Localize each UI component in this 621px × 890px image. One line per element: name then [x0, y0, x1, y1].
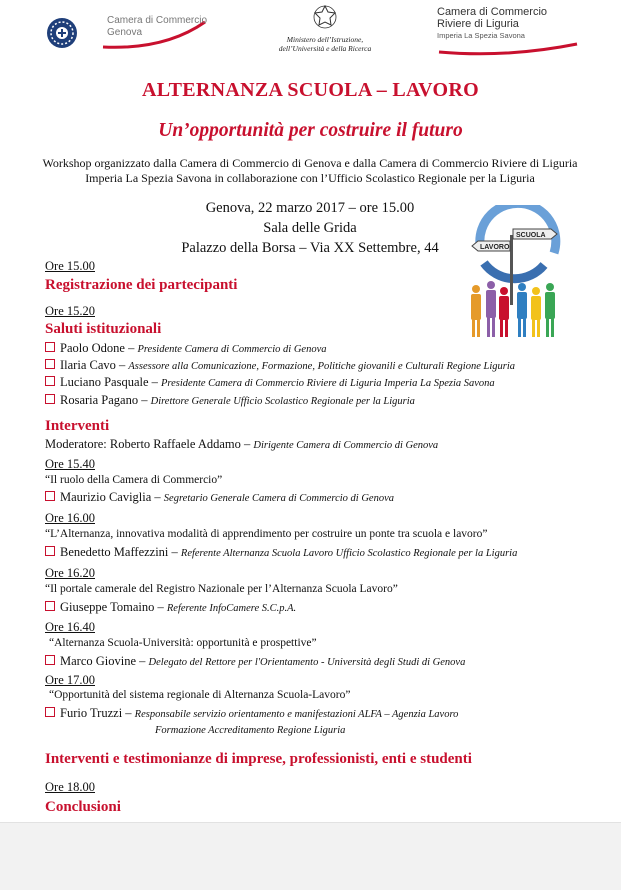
talk-title-4: “Alternanza Scuola-Università: opportunità e prospettive” [49, 637, 317, 649]
logo-camera-riviere [437, 6, 582, 58]
moderator-label: Moderatore: Roberto Raffaele Addamo [45, 437, 241, 451]
speaker-name: Marco Giovine [60, 654, 137, 668]
talk-title-1: “Il ruolo della Camera di Commercio” [45, 474, 223, 486]
time-1800: Ore 18.00 [45, 780, 95, 794]
moderator-role: Dirigente Camera di Commercio di Genova [253, 440, 439, 451]
talk-speaker-3: Giuseppe Tomaino – Referente InfoCamere S.C.p.A. [45, 600, 296, 615]
bullet-box-icon [45, 376, 55, 386]
people-signpost-icon [458, 205, 568, 340]
time-1620: Ore 16.20 [45, 566, 95, 580]
talk-speaker-4: Marco Giovine – Delegato del Rettore per l'Orientamento - Università degli Studi di Genova [45, 654, 465, 669]
speaker-name: Benedetto Maffezzini [60, 545, 169, 559]
bullet-box-icon [45, 359, 55, 369]
speaker-role: Presidente Camera di Commercio di Genova [137, 344, 327, 355]
intro-line-1: Workshop organizzato dalla Camera di Commercio di Genova e dalla Camera di Commercio Riviere di Liguria [42, 156, 578, 170]
talk-speaker-2: Benedetto Maffezzini – Referente Alternanza Scuola Lavoro Ufficio Scolastico Regionale per la Liguria [45, 545, 517, 560]
bullet-box-icon [45, 394, 55, 404]
bullet-box-icon [45, 342, 55, 352]
bullet-box-icon [45, 655, 55, 665]
bullet-box-icon [45, 601, 55, 611]
logo-right-line1: Camera di Commercio [437, 6, 548, 18]
event-room: Sala delle Grida [263, 220, 357, 236]
section-greetings: Saluti istituzionali [45, 321, 162, 337]
greeting-speaker-3: Luciano Pasquale – Presidente Camera di Commercio Riviere di Liguria Imperia La Spezia Savona [45, 375, 495, 390]
logo-left-line1: Camera di Commercio [107, 15, 208, 26]
section-conclusions: Conclusioni [45, 799, 121, 815]
school-work-illustration [458, 205, 568, 340]
talk-speaker-1: Maurizio Caviglia – Segretario Generale Camera di Commercio di Genova [45, 490, 394, 505]
section-registration: Registrazione dei partecipanti [45, 277, 238, 293]
event-venue: Palazzo della Borsa – Via XX Settembre, 44 [181, 240, 439, 256]
bullet-box-icon [45, 491, 55, 501]
italian-emblem-icon [312, 4, 338, 30]
time-1700: Ore 17.00 [45, 673, 95, 687]
seal-line2: dell’Università e della Ricerca [278, 44, 372, 53]
viewer-bottom-area [0, 822, 621, 890]
moderator: Moderatore: Roberto Raffaele Addamo – Dirigente Camera di Commercio di Genova [45, 437, 439, 451]
speaker-role: Assessore alla Comunicazione, Formazione, Politiche giovanili e Culturali Regione Liguria [128, 361, 516, 372]
speaker-name: Rosaria Pagano [60, 393, 139, 407]
speaker-name: Maurizio Caviglia [60, 490, 152, 504]
speaker-role: Presidente Camera di Commercio Riviere di Liguria Imperia La Spezia Savona [161, 378, 495, 389]
greeting-speaker-1: Paolo Odone – Presidente Camera di Commercio di Genova [45, 341, 327, 356]
speaker-name: Furio Truzzi [60, 706, 123, 720]
swoosh-icon [437, 42, 582, 58]
bullet-box-icon [45, 707, 55, 717]
logo-ministry [270, 4, 380, 54]
time-1500: Ore 15.00 [45, 259, 95, 273]
section-interventions: Interventi [45, 418, 110, 434]
greeting-speaker-2: Ilaria Cavo – Assessore alla Comunicazione, Formazione, Politiche giovanili e Culturali Regione Liguria [45, 358, 515, 373]
greeting-speaker-4: Rosaria Pagano – Direttore Generale Ufficio Scolastico Regionale per la Liguria [45, 393, 415, 408]
speaker-role-line2: Formazione Accreditamento Regione Liguria [155, 725, 346, 736]
talk-speaker-5: Furio Truzzi – Responsabile servizio orientamento e manifestazioni ALFA – Agenzia Lavoro [45, 706, 458, 721]
bullet-box-icon [45, 546, 55, 556]
speaker-role: Responsabile servizio orientamento e manifestazioni ALFA – Agenzia Lavoro [134, 709, 459, 720]
time-1540: Ore 15.40 [45, 457, 95, 471]
intro-line-2: Imperia La Spezia Savona in collaborazione con l’Ufficio Scolastico Regionale per la Liguria [85, 171, 535, 185]
event-date: Genova, 22 marzo 2017 – ore 15.00 [205, 200, 415, 216]
speaker-name: Luciano Pasquale [60, 375, 149, 389]
section-testimonials: Interventi e testimonianze di imprese, professionisti, enti e studenti [45, 751, 472, 767]
speaker-name: Giuseppe Tomaino [60, 600, 155, 614]
talk-title-2: “L’Alternanza, innovativa modalità di apprendimento per costruire un ponte tra scuola e lavoro” [45, 528, 488, 540]
speaker-role: Referente Alternanza Scuola Lavoro Ufficio Scolastico Regionale per la Liguria [180, 548, 518, 559]
page-subtitle: Un’opportunità per costruire il futuro [158, 120, 463, 141]
logo-right-line3: Imperia La Spezia Savona [437, 31, 525, 40]
sign-lavoro: LAVORO [480, 244, 510, 251]
page-title: ALTERNANZA SCUOLA – LAVORO [142, 79, 479, 101]
speaker-role: Segretario Generale Camera di Commercio di Genova [163, 493, 394, 504]
seal-line1: Ministero dell’Istruzione, [286, 35, 364, 44]
time-1520: Ore 15.20 [45, 304, 95, 318]
logo-camera-genova [45, 14, 235, 54]
speaker-name: Paolo Odone [60, 341, 125, 355]
speaker-role: Referente InfoCamere S.C.p.A. [166, 603, 297, 614]
talk-speaker-5-role-cont [155, 722, 345, 737]
speaker-role: Delegato del Rettore per l'Orientamento - Università degli Studi di Genova [148, 657, 466, 668]
intro-text [40, 156, 580, 186]
time-1600: Ore 16.00 [45, 511, 95, 525]
logo-left-line2: Genova [107, 27, 143, 38]
logo-right-line2: Riviere di Liguria [437, 18, 519, 30]
talk-title-3: “Il portale camerale del Registro Nazionale per l’Alternanza Scuola Lavoro” [45, 583, 398, 595]
sign-scuola: SCUOLA [516, 232, 546, 239]
talk-title-5: “Opportunità del sistema regionale di Alternanza Scuola-Lavoro” [49, 689, 351, 701]
speaker-name: Ilaria Cavo [60, 358, 116, 372]
time-1640: Ore 16.40 [45, 620, 95, 634]
speaker-role: Direttore Generale Ufficio Scolastico Regionale per la Liguria [150, 396, 415, 407]
